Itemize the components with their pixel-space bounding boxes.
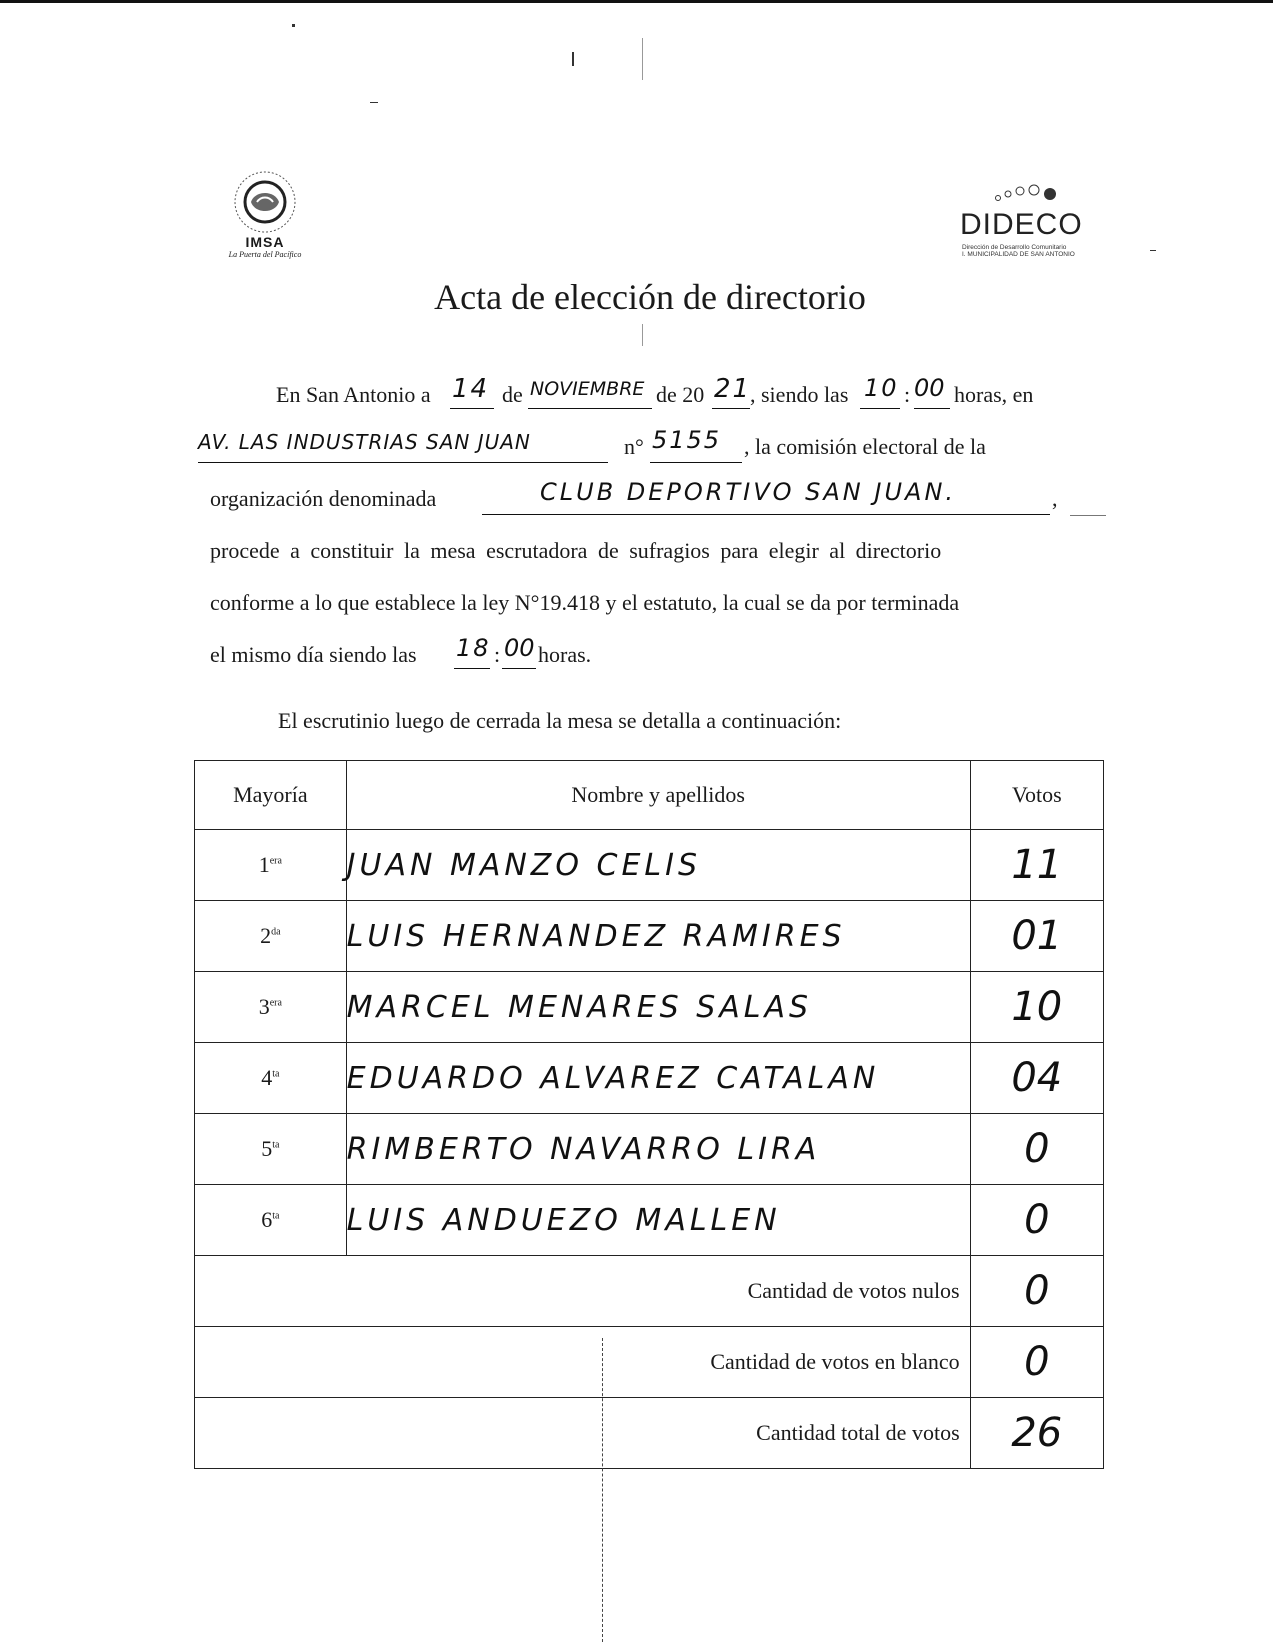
results-intro: El escrutinio luego de cerrada la mesa se detalla a continuación: xyxy=(278,708,842,733)
handwritten-month: NOVIEMBRE xyxy=(530,378,645,400)
paragraph-text: procede a constituir la mesa escrutadora de sufragios para elegir al directorio xyxy=(210,538,942,563)
rank-cell: $4^{ta}$ xyxy=(195,1043,347,1114)
scan-speck xyxy=(292,24,295,27)
handwritten-number: 5155 xyxy=(652,426,722,454)
rank-cell: $3^{era}$ xyxy=(195,972,347,1043)
summary-row-blank xyxy=(195,1327,1104,1398)
scan-speck xyxy=(572,52,574,66)
candidate-votes: 0 xyxy=(970,1185,1103,1256)
fill-line xyxy=(914,408,950,409)
paragraph-text: En San Antonio a xyxy=(276,382,431,407)
scan-speck xyxy=(642,324,643,346)
candidate-name: EDUARDO ALVAREZ CATALAN xyxy=(346,1043,970,1114)
header-votos: Votos xyxy=(970,761,1103,830)
handwritten-day: 14 xyxy=(452,374,490,404)
fill-line xyxy=(198,462,608,463)
paragraph-text: conforme a lo que establece la ley N°19.418 y el estatuto, la cual se da por terminada xyxy=(210,590,960,615)
table-row xyxy=(195,901,1104,972)
handwritten-start-min: 00 xyxy=(914,374,945,402)
table-row xyxy=(195,1043,1104,1114)
scan-speck xyxy=(1150,250,1156,251)
paragraph-text: de 20 xyxy=(656,382,705,407)
candidate-votes: 01 xyxy=(970,901,1103,972)
fill-line xyxy=(482,514,1050,515)
dideco-subline-1: Dirección de Desarrollo Comunitario xyxy=(962,244,1067,251)
fill-line xyxy=(450,408,494,409)
candidate-name: JUAN MANZO CELIS xyxy=(346,830,970,901)
paragraph-text: organización denominada xyxy=(210,486,437,511)
candidate-name: LUIS HERNANDEZ RAMIRES xyxy=(346,901,970,972)
header-mayoria: Mayoría xyxy=(195,761,347,830)
candidate-votes: 11 xyxy=(970,830,1103,901)
candidate-votes: 04 xyxy=(970,1043,1103,1114)
dideco-dots-icon xyxy=(990,184,1070,206)
paragraph-text: horas, en xyxy=(954,382,1034,407)
page-title: Acta de elección de directorio xyxy=(434,277,866,317)
table-row xyxy=(195,1114,1104,1185)
rank-cell: $2^{da}$ xyxy=(195,901,347,972)
time-separator: : xyxy=(904,382,911,407)
summary-value: 0 xyxy=(970,1327,1103,1398)
candidate-name: LUIS ANDUEZO MALLEN xyxy=(346,1185,970,1256)
rank-cell: $5^{ta}$ xyxy=(195,1114,347,1185)
table-row xyxy=(195,830,1104,901)
table-row xyxy=(195,1185,1104,1256)
rank-cell: $6^{ta}$ xyxy=(195,1185,347,1256)
summary-label: Cantidad total de votos xyxy=(195,1398,971,1469)
handwritten-end-min: 00 xyxy=(504,634,535,662)
header-nombre: Nombre y apellidos xyxy=(346,761,970,830)
dideco-subline-2: I. MUNICIPALIDAD DE SAN ANTONIO xyxy=(962,251,1075,258)
table-header-row xyxy=(195,761,1104,830)
summary-label: Cantidad de votos en blanco xyxy=(195,1327,971,1398)
paragraph-text: n° xyxy=(624,434,644,459)
summary-value: 0 xyxy=(970,1256,1103,1327)
fill-line xyxy=(650,462,742,463)
imsa-name: IMSA xyxy=(245,234,285,250)
fill-line xyxy=(860,408,900,409)
summary-label: Cantidad de votos nulos xyxy=(195,1256,971,1327)
candidate-votes: 0 xyxy=(970,1114,1103,1185)
scan-top-edge xyxy=(0,0,1273,3)
dideco-name: DIDECO xyxy=(960,208,1083,241)
candidate-name: MARCEL MENARES SALAS xyxy=(346,972,970,1043)
handwritten-address: AV. LAS INDUSTRIAS SAN JUAN xyxy=(198,430,531,454)
paragraph-text: , siendo las xyxy=(750,382,849,407)
fill-line xyxy=(454,668,490,669)
handwritten-organization: CLUB DEPORTIVO SAN JUAN. xyxy=(540,478,957,506)
scan-speck xyxy=(370,102,378,103)
results-table xyxy=(194,760,1104,1469)
paragraph-text: , xyxy=(1052,486,1058,511)
paragraph-text: el mismo día siendo las xyxy=(210,642,417,667)
imsa-logo xyxy=(210,168,320,259)
handwritten-start-hour: 10 xyxy=(864,374,899,402)
handwritten-year: 21 xyxy=(714,374,752,404)
municipal-seal-icon xyxy=(225,168,305,236)
scan-speck xyxy=(642,38,643,80)
fill-line xyxy=(712,408,750,409)
summary-value: 26 xyxy=(970,1398,1103,1469)
candidate-name: RIMBERTO NAVARRO LIRA xyxy=(346,1114,970,1185)
time-separator: : xyxy=(494,642,501,667)
summary-row-null xyxy=(195,1256,1104,1327)
summary-row-total xyxy=(195,1398,1104,1469)
rank-cell: $1^{era}$ xyxy=(195,830,347,901)
handwritten-end-hour: 18 xyxy=(456,634,491,662)
candidate-votes: 10 xyxy=(970,972,1103,1043)
imsa-tagline: La Puerta del Pacífico xyxy=(228,250,302,259)
scan-fold-line xyxy=(602,1338,603,1642)
paragraph-text: de xyxy=(502,382,523,407)
paragraph-text: , la comisión electoral de la xyxy=(744,434,986,459)
table-row xyxy=(195,972,1104,1043)
fill-line xyxy=(502,668,536,669)
paragraph-text: horas. xyxy=(538,642,592,667)
fill-line xyxy=(528,408,652,409)
